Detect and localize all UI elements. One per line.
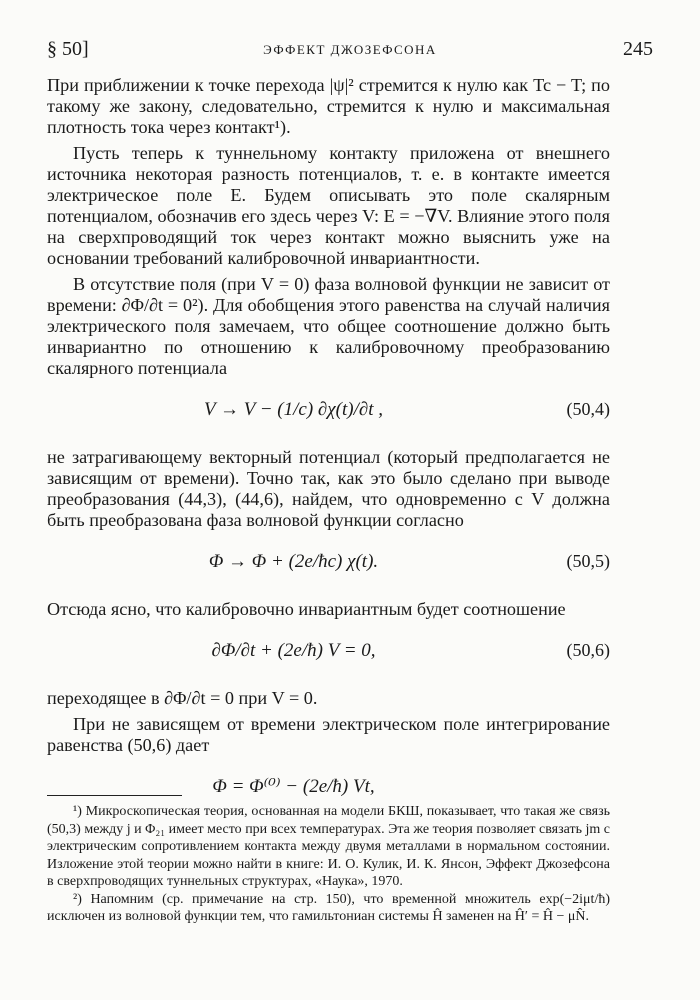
running-header (47, 38, 653, 64)
section-marker: § 50] (47, 38, 89, 60)
equation-50-6 (47, 626, 610, 678)
footnotes (47, 803, 610, 926)
footnote-1: ¹) Микроскопическая теория, основанная на модели БКШ, показывает, что такая же связь (50,3) между j и Φ₂₁ имеет место при всех температурах. Эта же теория позволяет связать jm с электрическим сопротивлением контакта между двумя металлами в нормальном состоянии. Изложение этой теории можно найти в книге: И. О. Кулик, И. К. Янсон, Эффект Джозефсона в сверхпроводящих туннельных структурах, «Наука», 1970. (47, 804, 610, 889)
equation-50-4 (47, 385, 610, 437)
paragraph-4: не затрагивающему векторный потенциал (который предполагается не зависящим от времени). Точно так, как это было сделано при выводе преобразования (44,3), (44,6), найдем, что одновременно с V должна быть преобразована фаза волновой функции согласно (47, 447, 610, 530)
running-title: ЭФФЕКТ ДЖОЗЕФСОНА (263, 42, 437, 57)
equation-body: Φ = Φ⁽⁰⁾ − (2e/ħ) Vt, (212, 776, 375, 797)
equation-body: ∂Φ/∂t + (2e/ħ) V = 0, (211, 640, 376, 661)
equation-50-5 (47, 537, 610, 589)
footnote-rule (47, 795, 182, 796)
equation-body: Φ → Φ + (2e/ħc) χ(t). (208, 551, 379, 572)
paragraph-2: Пусть теперь к туннельному контакту приложена от внешнего источника некоторая разность потенциалов, т. е. в контакте имеется электрическое поле E. Будем описывать это поле скалярным потенциалом, обозначив его здесь через V: E = −∇V. Влияние этого поля на сверхпроводящий ток через контакт можно выяснить уже на основании требований калибровочной инвариантности. (47, 143, 610, 268)
paragraph-5: Отсюда ясно, что калибровочно инвариантным будет соотношение (47, 599, 566, 619)
page-number: 245 (623, 38, 653, 60)
footnote-2: ²) Напомним (ср. примечание на стр. 150), что временной множитель exp(−2iμt/ħ) исключен из волновой функции тем, что гамильтониан системы Ĥ заменен на Ĥ′ = Ĥ − μN̂. (47, 891, 610, 924)
equation-body: V → V − (1/c) ∂χ(t)/∂t , (203, 399, 384, 420)
main-text (47, 75, 610, 824)
paragraph-6: переходящее в ∂Φ/∂t = 0 при V = 0. (47, 688, 318, 708)
equation-number: (50,4) (566, 399, 610, 419)
equation-number: (50,6) (566, 640, 610, 660)
equation-number: (50,5) (566, 551, 610, 571)
paragraph-7: При не зависящем от времени электрическом поле интегрирование равенства (50,6) дает (47, 714, 610, 755)
paragraph-1: При приближении к точке перехода |ψ|² стремится к нулю как Tc − T; по такому же закону, следовательно, стремится к нулю и максимальная плотность тока через контакт¹). (47, 75, 610, 137)
paragraph-3: В отсутствие поля (при V = 0) фаза волновой функции не зависит от времени: ∂Φ/∂t = 0²). Для обобщения этого равенства на случай наличия электрического поля замечаем, что общее соотношение должно быть инвариантно по отношению к калибровочному преобразованию скалярного потенциала (47, 274, 610, 378)
